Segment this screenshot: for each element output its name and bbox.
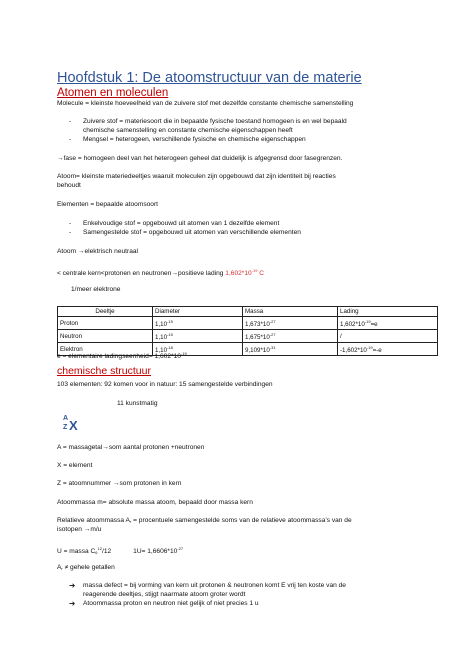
table-row xyxy=(58,317,438,330)
elementen-103: 103 elementen: 92 komen voor in natuur: 15 samengestelde verbindingen xyxy=(57,381,273,388)
list-dash: - xyxy=(69,118,72,125)
column-header: Massa xyxy=(243,307,338,317)
lading-eenheid: e = elementaire ladingseenheid= $1,602*10^{-19}$ xyxy=(57,351,187,360)
arrow-icon: → xyxy=(77,248,85,255)
atoommassa-proton-neutron: Atoommassa proton en neutron niet gelijk of niet precies 1 u xyxy=(83,600,259,607)
arrow-bullet-icon: ➔ xyxy=(69,599,76,608)
relatieve-atoommassa: Relatieve atoommassa $A_r$ = procentuele samengestelde soms van de relatieve atoommassa’s van de xyxy=(57,517,352,524)
list-dash: - xyxy=(69,220,72,227)
column-header: Deeltje xyxy=(58,307,153,317)
meer-elektrone: 1/meer elektrone xyxy=(71,286,121,293)
table-cell: / xyxy=(338,330,438,343)
arrow-icon: → xyxy=(102,444,109,451)
table-cell: $1,10^{-18}$ xyxy=(153,343,243,356)
table-cell: $1,602*10^{-19}=e$ xyxy=(338,317,438,330)
section-heading-chemische-structuur: chemische structuur xyxy=(57,365,151,377)
arrow-icon: → xyxy=(83,526,91,533)
table-cell: Neutron xyxy=(58,330,153,343)
atoom-definition-continued: behoudt xyxy=(57,182,81,189)
list-item-continued: chemische samenstelling en constante chemische eigenschappen heeft xyxy=(83,127,293,134)
arrow-bullet-icon: ➔ xyxy=(69,581,76,590)
atoom-definition: Atoom= kleinste materiedeeltjes waaruit moleculen zijn opgebouwd dat zijn identiteit bij reacties xyxy=(57,173,336,180)
table-cell: $1,10^{-15}$ xyxy=(153,317,243,330)
arrow-icon: → xyxy=(171,270,178,277)
table-cell: Elektron xyxy=(58,343,153,356)
elementen-definition: Elementen = bepaalde atoomsoort xyxy=(57,201,158,208)
list-item: Enkelvoudige stof = opgebouwd uit atomen van 1 dezelfde element xyxy=(83,220,280,227)
molecule-definition: Molecule = kleinste hoeveelheid van de zuivere stof met dezelfde constante chemische samenstelling xyxy=(57,100,354,107)
fase-definition: →fase = homogeen deel van het heterogeen geheel dat duidelijk is afgegrensd door fasegrenzen. xyxy=(57,155,343,162)
table-row xyxy=(58,330,438,343)
list-dash: - xyxy=(69,136,72,143)
massagetal-definition: A = massagetal→som aantal protonen +neutronen xyxy=(57,444,205,451)
list-dash: - xyxy=(69,229,72,236)
page-title: Hoofdstuk 1: De atoomstructuur van de materie xyxy=(57,70,362,86)
table-header-row xyxy=(58,307,438,317)
list-item: Zuivere stof = materiesoort die in bepaalde fysische toestand homogeen is en wel bepaald xyxy=(83,118,347,125)
table-cell: $-1,602*10^{-19}=-e$ xyxy=(338,343,438,356)
table-cell: $1,10^{-15}$ xyxy=(153,330,243,343)
list-item: Samengestelde stof = opgebouwd uit atomen van verschillende elementen xyxy=(83,229,301,236)
particle-table xyxy=(57,306,438,356)
table-cell: $9,109*10^{-31}$ xyxy=(243,343,338,356)
atoom-neutraal: Atoom →elektrisch neutraal xyxy=(57,248,138,255)
atoommassa-definition: Atoommassa m= absolute massa atoom, bepaald door massa kern xyxy=(57,499,253,506)
arrow-icon: → xyxy=(112,480,120,487)
kern-description: < centrale kern<protonen en neutronen→positieve lading $1,602*10^{-19}$ C xyxy=(57,268,265,277)
table-cell: $1,673*10^{-27}$ xyxy=(243,317,338,330)
massa-defect: massa defect = bij vorming van kern uit protonen & neutronen komt E vrij ten koste van de xyxy=(83,582,346,589)
table-cell: $1,675*10^{-27}$ xyxy=(243,330,338,343)
column-header: Diameter xyxy=(153,307,243,317)
kunstmatig-count: 11 kunstmatig xyxy=(117,400,158,407)
element-definition: X = element xyxy=(57,462,93,469)
section-heading-atomen: Atomen en moleculen xyxy=(57,87,169,99)
table-cell: Proton xyxy=(58,317,153,330)
arrow-icon: → xyxy=(57,155,64,162)
relatieve-atoommassa-continued: isotopen →m/u xyxy=(57,526,102,533)
u-massa-definition: U = massa $C_6^{12}/12$ $1U= 1,6606*10^{-27}$ xyxy=(57,546,184,555)
column-header: Lading xyxy=(338,307,438,317)
list-item: Mengsel = heterogeen, verschillende fysische en chemische eigenschappen xyxy=(83,136,306,143)
ar-gehele-getallen: $A_r$ ≠ gehele getallen xyxy=(57,564,115,571)
massa-defect-continued: reagerende deeltjes, stijgt naarmate atoom groter wordt xyxy=(83,591,246,598)
atoomnummer-definition: Z = atoomnummer →som protonen in kern xyxy=(57,480,182,487)
